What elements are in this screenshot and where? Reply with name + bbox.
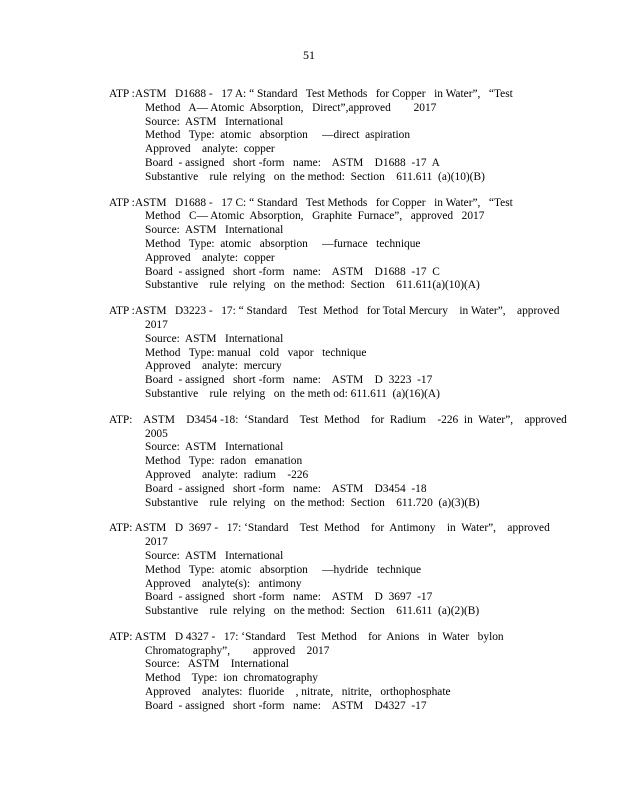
page-number: 51 [303, 48, 315, 62]
entry-substantive-rule: Substantive rule relying on the method: Section 611.611 (a)(10)(B) [145, 170, 485, 183]
entry-heading-continuation: 2005 [145, 427, 168, 440]
entry-method-type: Method Type: atomic absorption —furnace technique [145, 237, 421, 250]
entry-approved-analyte: Approved analyte: radium -226 [145, 468, 309, 481]
atp-entry [109, 305, 560, 402]
entry-substantive-rule: Substantive rule relying on the meth od: 611.611 (a)(16)(A) [145, 387, 440, 400]
atp-entry [109, 197, 541, 294]
entry-method-type: Method Type: manual cold vapor technique [145, 346, 367, 359]
entry-heading-continuation: 2017 [145, 318, 168, 331]
entry-board-name: Board - assigned short -form name: ASTM D1688 -17 C [145, 265, 440, 278]
entry-method-type: Method Type: atomic absorption —hydride technique [145, 563, 422, 576]
entry-approved-analyte: Approved analyte: mercury [145, 360, 282, 373]
entry-board-name: Board - assigned short -form name: ASTM D1688 -17 A [145, 156, 440, 169]
entry-board-name: Board - assigned short -form name: ASTM D 3697 -17 [145, 591, 433, 604]
entry-substantive-rule: Substantive rule relying on the method: Section 611.611 (a)(2)(B) [145, 605, 480, 618]
entry-substantive-rule: Substantive rule relying on the method: Section 611.720 (a)(3)(B) [145, 496, 480, 509]
entry-board-name: Board - assigned short -form name: ASTM D 3223 -17 [145, 374, 433, 387]
entry-source: Source: ASTM International [145, 658, 289, 671]
entry-approved-analyte: Approved analytes: fluoride , nitrate, nitrite, orthophosphate [145, 686, 451, 699]
entry-heading-continuation: Method C— Atomic Absorption, Graphite Furnace”, approved 2017 [145, 210, 485, 223]
atp-entry [109, 522, 550, 619]
entry-source: Source: ASTM International [145, 441, 284, 454]
entry-board-name: Board - assigned short -form name: ASTM D4327 -17 [145, 699, 427, 712]
entry-source: Source: ASTM International [145, 115, 284, 128]
entry-heading: ATP: ASTM D3454 -18: ‘Standard Test Method for Radium -226 in Water”, approved [109, 413, 567, 426]
entry-approved-analyte: Approved analyte(s): antimony [145, 577, 302, 590]
entry-heading-continuation: Chromatography”, approved 2017 [145, 644, 330, 657]
entry-heading: ATP :ASTM D1688 - 17 A: “ Standard Test Methods for Copper in Water”, “Test [109, 88, 513, 100]
entry-method-type: Method Type: ion chromatography [145, 672, 318, 685]
entry-approved-analyte: Approved analyte: copper [145, 143, 275, 156]
entry-source: Source: ASTM International [145, 549, 284, 562]
entry-heading: ATP :ASTM D1688 - 17 C: “ Standard Test Methods for Copper in Water”, “Test [109, 196, 513, 209]
entry-method-type: Method Type: radon emanation [145, 455, 303, 468]
entry-source: Source: ASTM International [145, 332, 284, 345]
entry-heading: ATP: ASTM D 3697 - 17: ‘Standard Test Method for Antimony in Water”, approved [109, 522, 550, 535]
atp-entry [109, 413, 567, 511]
entry-heading-continuation: 2017 [145, 536, 168, 549]
entry-board-name: Board - assigned short -form name: ASTM D3454 -18 [145, 482, 427, 495]
atp-entry [109, 631, 541, 714]
entry-heading: ATP: ASTM D 4327 - 17: ‘Standard Test Method for Anions in Water bylon [109, 630, 504, 643]
entry-substantive-rule: Substantive rule relying on the method: Section 611.611(a)(10)(A) [145, 279, 480, 292]
entry-approved-analyte: Approved analyte: copper [145, 251, 275, 264]
entry-heading-continuation: Method A— Atomic Absorption, Direct”,approved 2017 [145, 101, 437, 114]
atp-entry [109, 88, 541, 185]
entry-method-type: Method Type: atomic absorption —direct aspiration [145, 129, 411, 142]
entry-source: Source: ASTM International [145, 224, 284, 237]
entry-heading: ATP :ASTM D3223 - 17: “ Standard Test Method for Total Mercury in Water”, approved [109, 305, 560, 318]
atp-list [0, 88, 618, 726]
